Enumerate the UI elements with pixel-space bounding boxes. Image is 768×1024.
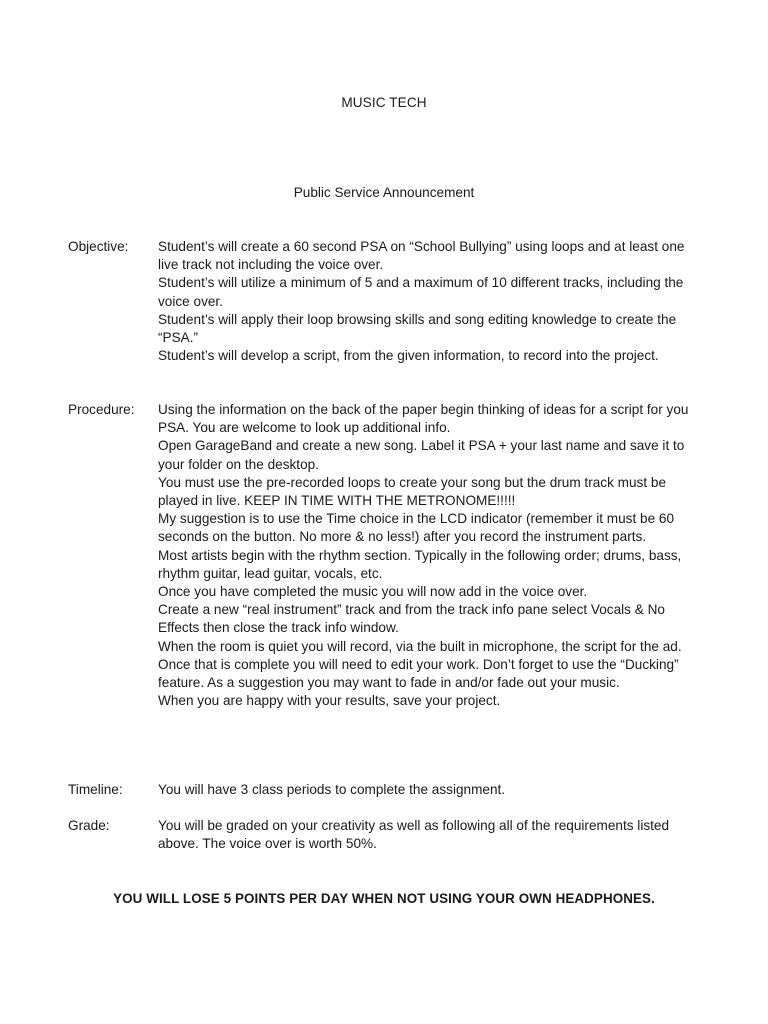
procedure-step: My suggestion is to use the Time choice in the LCD indicator (remember it must be 60 seconds on the button. No more & no less!) after you record the instrument parts. xyxy=(158,511,675,545)
section-timeline xyxy=(68,781,708,799)
procedure-step: When the room is quiet you will record, via the built in microphone, the script for the ad. xyxy=(158,638,682,654)
section-objective xyxy=(68,238,708,365)
page-subtitle: Public Service Announcement xyxy=(293,185,475,200)
section-grade xyxy=(68,817,708,853)
procedure-step: When you are happy with your results, save your project. xyxy=(158,693,501,709)
section-label-objective: Objective: xyxy=(68,239,129,254)
section-procedure xyxy=(68,401,708,710)
section-label-grade: Grade: xyxy=(68,818,110,833)
objective-item: Student’s will develop a script, from the given information, to record into the project. xyxy=(158,348,659,364)
procedure-step: Once that is complete you will need to edit your work. Don’t forget to use the “Ducking” feature. As a suggestion you may want to fade in and/or fade out your music. xyxy=(158,656,679,691)
procedure-step: You must use the pre-recorded loops to create your song but the drum track must be played in live. KEEP IN TIME WITH THE METRONOME!!!!! xyxy=(158,474,667,509)
procedure-step: Using the information on the back of the paper begin thinking of ideas for a script for you PSA. You are welcome to look up additional info. xyxy=(158,402,689,436)
procedure-step: Create a new “real instrument” track and from the track info pane select Vocals & No Effects then close the track info window. xyxy=(158,602,665,636)
section-label-procedure: Procedure: xyxy=(68,402,135,417)
section-label-timeline: Timeline: xyxy=(68,782,123,797)
section-body-procedure xyxy=(158,401,708,710)
procedure-step: Most artists begin with the rhythm section. Typically in the following order; drums, bass, rhythm guitar, lead guitar, vocals, etc. xyxy=(158,547,682,581)
headphones-warning: YOU WILL LOSE 5 POINTS PER DAY WHEN NOT USING YOUR OWN HEADPHONES. xyxy=(113,891,655,906)
section-body-objective xyxy=(158,238,708,365)
objective-item: Student’s will create a 60 second PSA on “School Bullying” using loops and at least one live track not including the voice over. xyxy=(158,239,685,273)
objective-item: Student’s will utilize a minimum of 5 and a maximum of 10 different tracks, including the voice over. xyxy=(158,275,684,309)
procedure-step: Open GarageBand and create a new song. Label it PSA + your last name and save it to your folder on the desktop. xyxy=(158,438,685,472)
objective-item: Student’s will apply their loop browsing skills and song editing knowledge to create the “PSA.” xyxy=(158,311,677,346)
grade-text: You will be graded on your creativity as well as following all of the requirements listed above. The voice over is worth 50%. xyxy=(158,818,670,852)
section-body-grade xyxy=(158,817,708,853)
procedure-step: Once you have completed the music you will now add in the voice over. xyxy=(158,584,588,600)
section-body-timeline xyxy=(158,781,708,799)
page-title: MUSIC TECH xyxy=(341,95,427,110)
timeline-text: You will have 3 class periods to complete the assignment. xyxy=(158,782,506,797)
